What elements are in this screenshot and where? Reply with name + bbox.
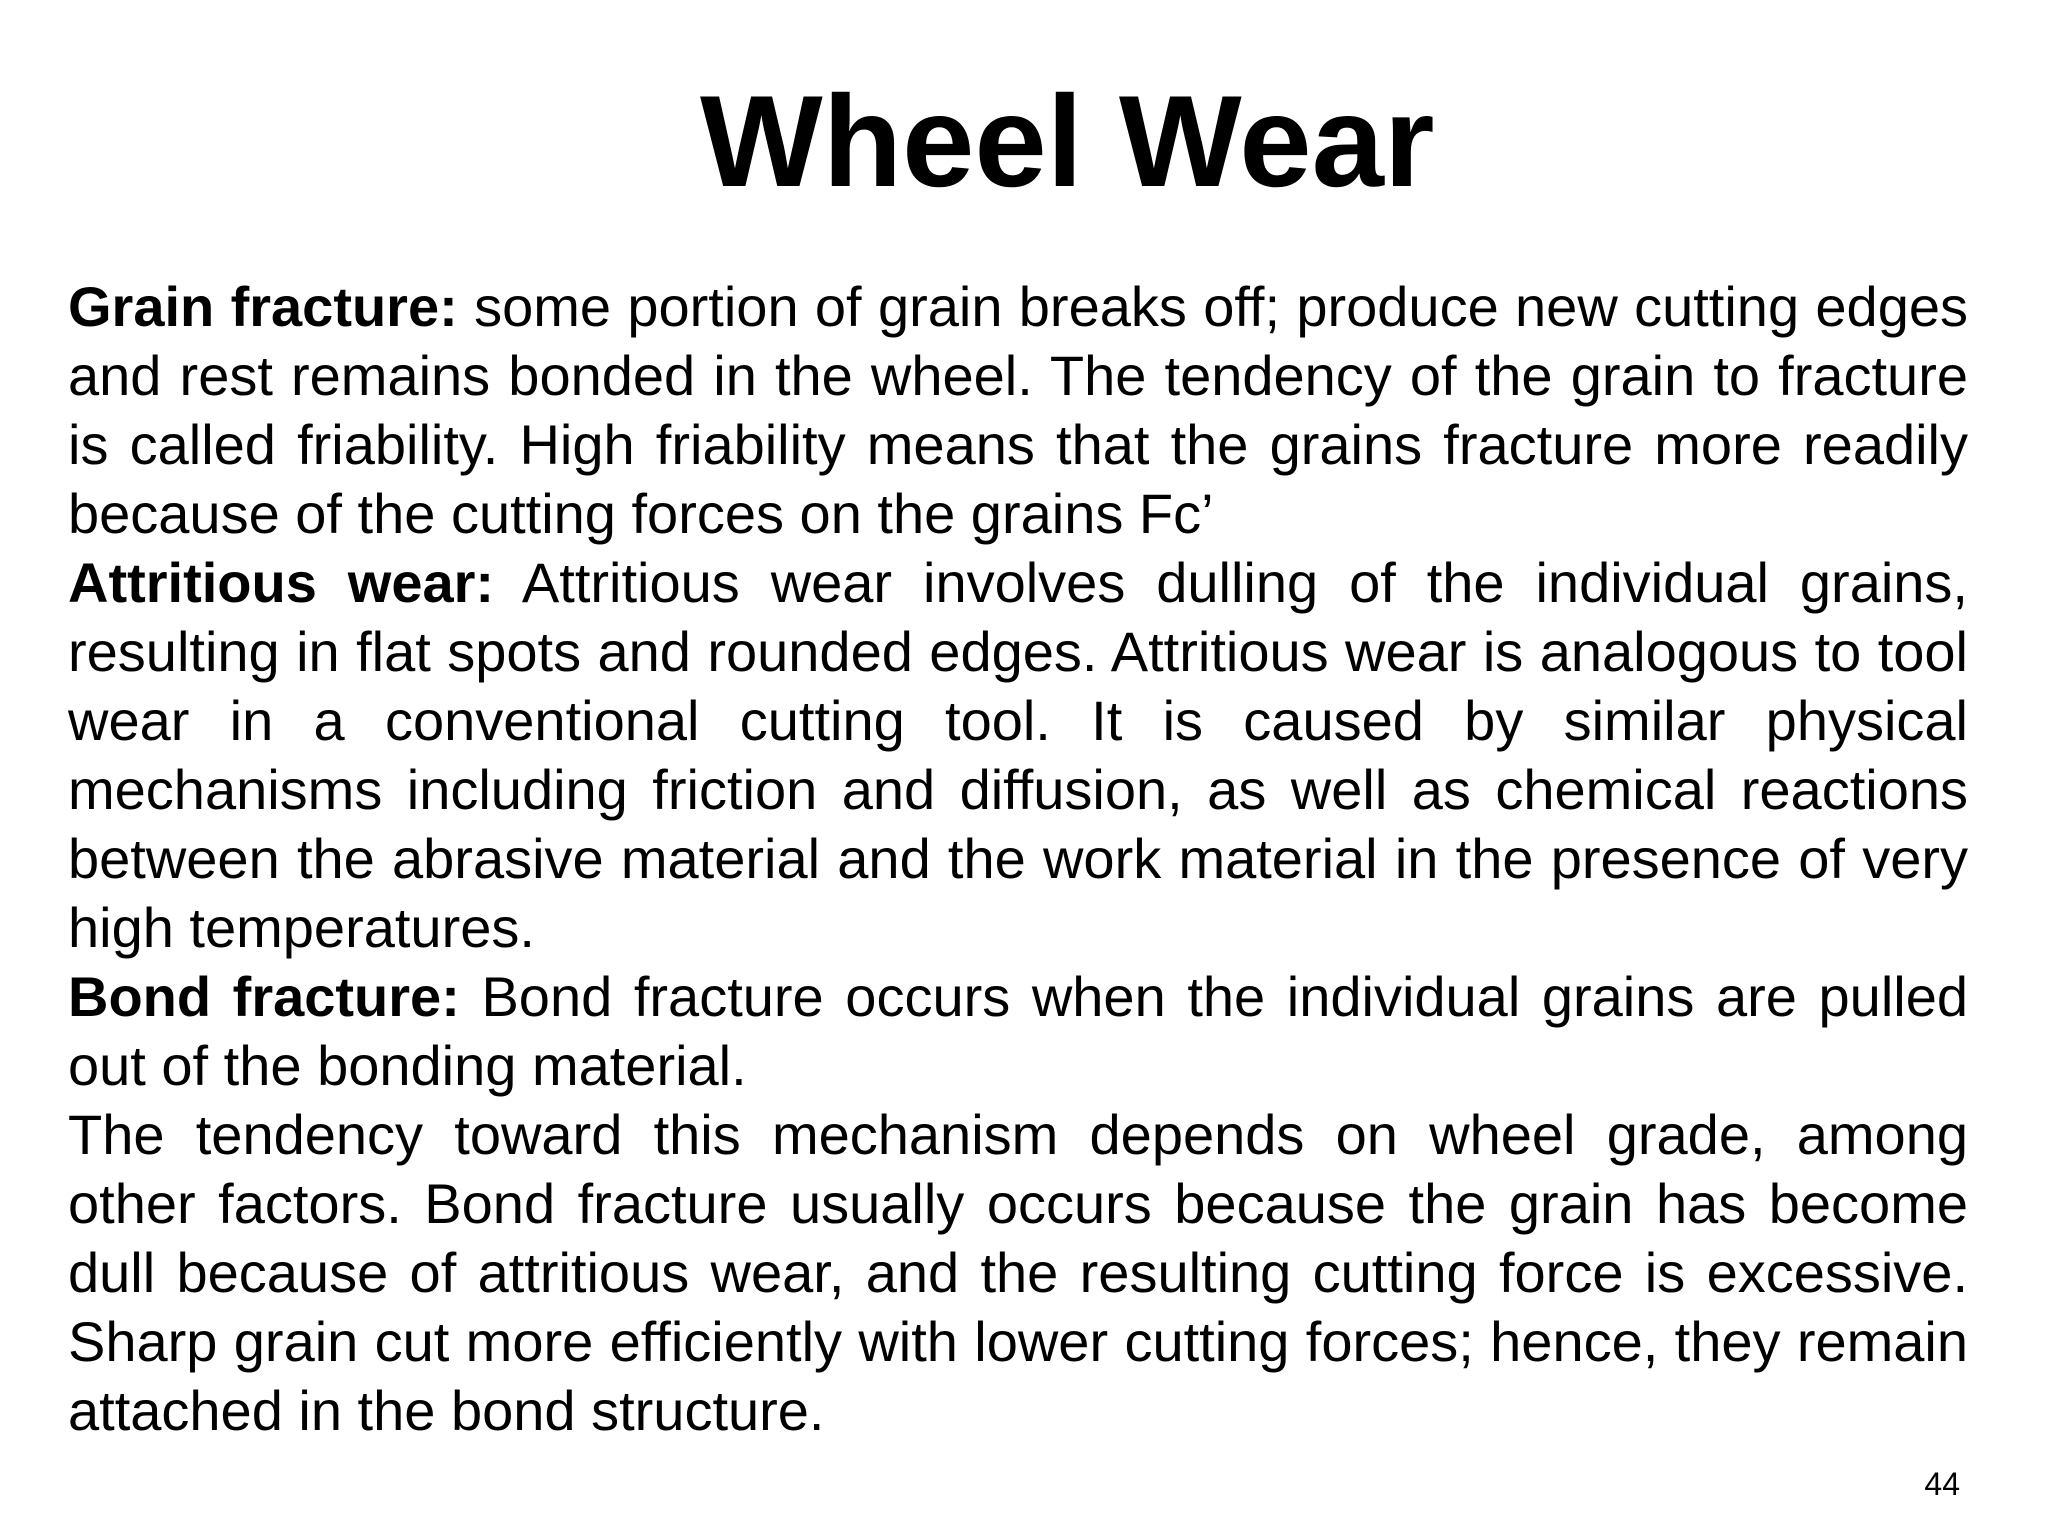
text-bond-fracture-tendency: The tendency toward this mechanism depends on wheel grade, among other factors. Bond fracture usually occurs because the grain has become dull because of attritious wear, and the resulting cutting force is excessive. Sharp grain cut more efficiently with lower cutting forces; hence, they remain attached in the bond structure. (68, 1103, 1968, 1442)
paragraph-bond-fracture (68, 962, 1968, 1100)
page-number: 44 (1924, 1466, 1960, 1502)
text-grain-fracture: some portion of grain breaks off; produce new cutting edges and rest remains bonded in the wheel. The tendency of the grain to fracture is called friability. High friability means that the grains fracture more readily because of the cutting forces on the grains Fc’ (68, 275, 1968, 545)
slide-title: Wheel Wear (700, 68, 1435, 214)
text-bond-fracture: Bond fracture occurs when the individual grains are pulled out of the bonding material. (68, 965, 1968, 1097)
text-attritious-wear: Attritious wear involves dulling of the individual grains, resulting in flat spots and rounded edges. Attritious wear is analogous to tool wear in a conventional cutting tool. It is caused by similar physical mechanisms including friction and diffusion, as well as chemical reactions between the abrasive material and the work material in the presence of very high temperatures. (68, 551, 1968, 959)
slide-body (68, 272, 1968, 1445)
paragraph-bond-fracture-tendency (68, 1100, 1968, 1445)
term-attritious-wear: Attritious wear: (68, 551, 495, 614)
paragraph-grain-fracture (68, 272, 1968, 548)
term-bond-fracture: Bond fracture: (68, 965, 460, 1028)
paragraph-attritious-wear (68, 548, 1968, 962)
term-grain-fracture: Grain fracture: (68, 275, 458, 338)
